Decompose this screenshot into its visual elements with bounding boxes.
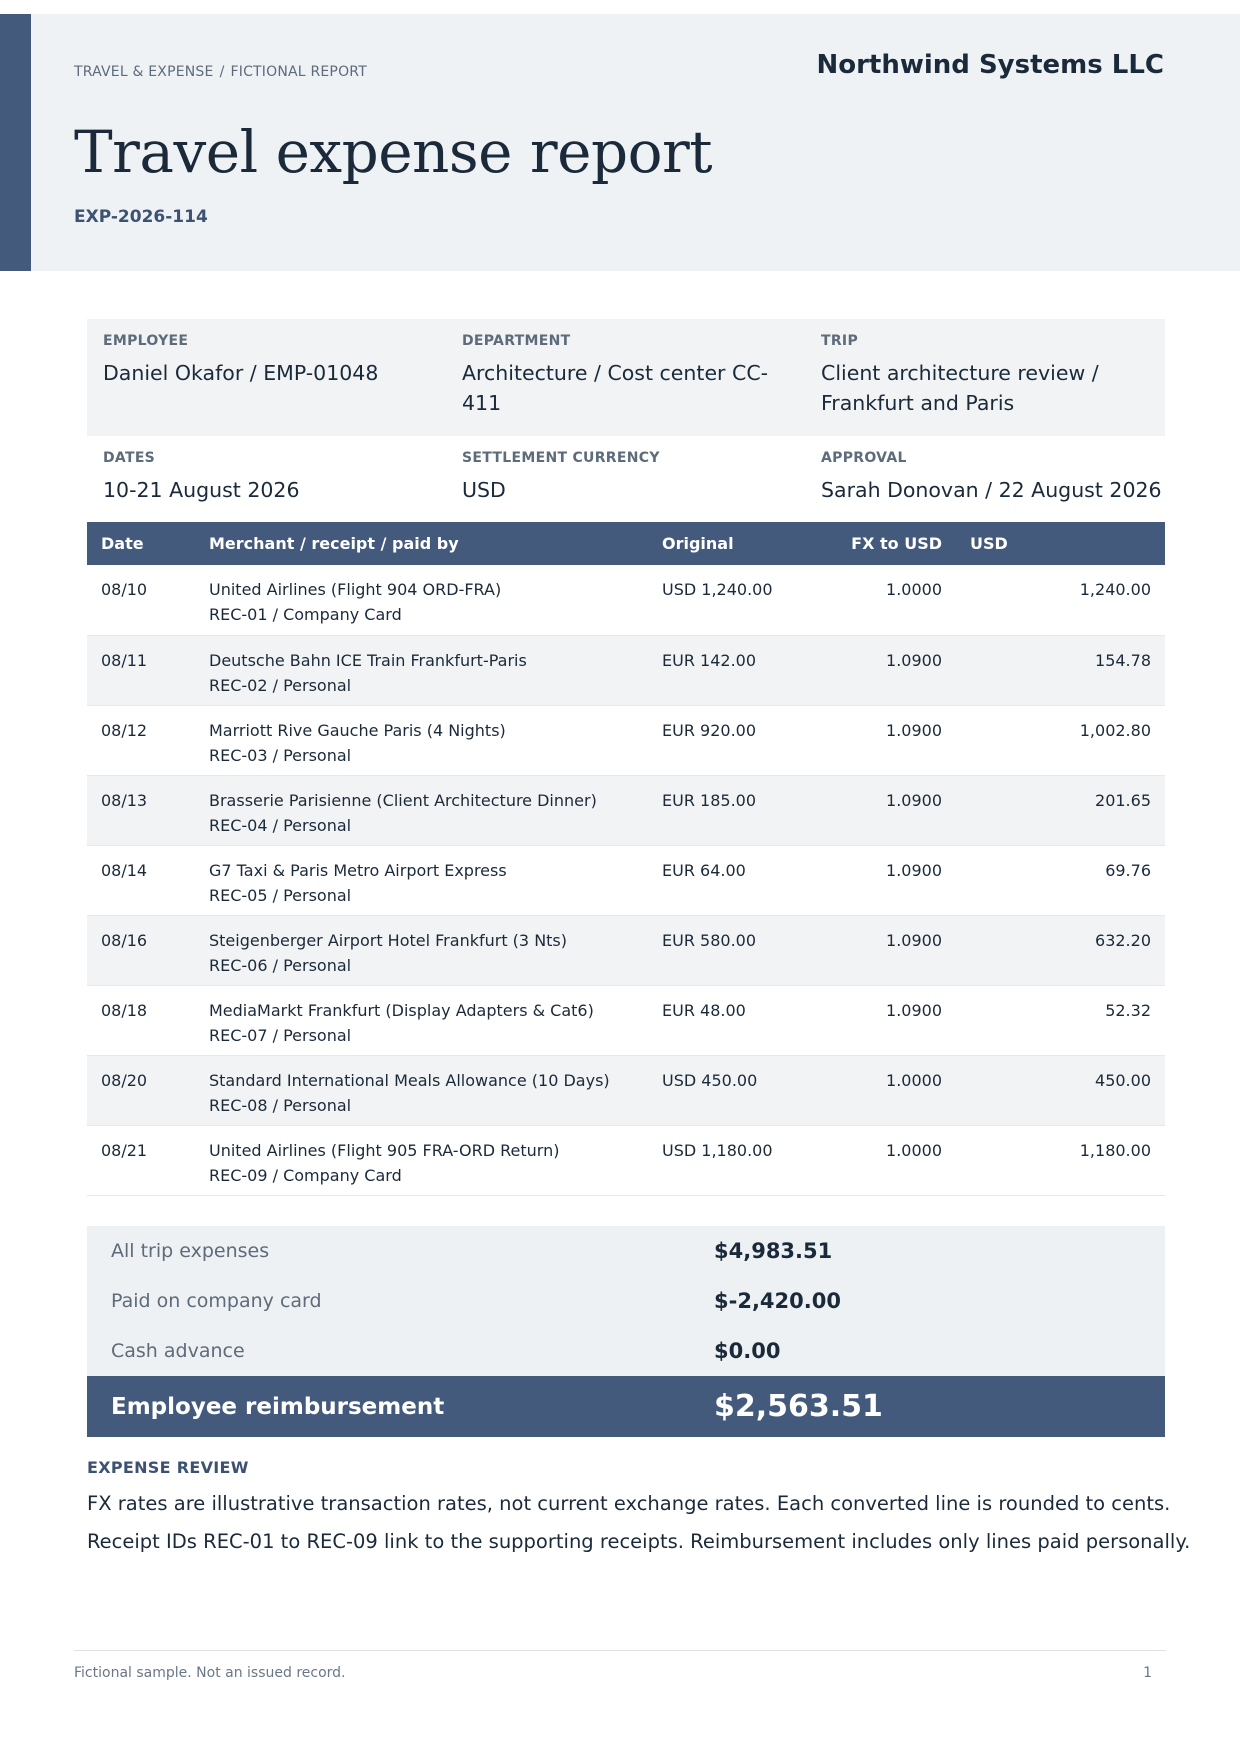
merchant-name: G7 Taxi & Paris Metro Airport Express <box>209 860 507 880</box>
info-label: DATES <box>103 450 156 466</box>
trip-line-2: Frankfurt and Paris <box>821 391 1015 415</box>
page-title: Travel expense report <box>74 118 713 186</box>
table-row <box>87 985 1165 1055</box>
cell-original: EUR 580.00 <box>648 915 816 985</box>
info-value: 10-21 August 2026 <box>103 478 300 502</box>
cell-fx: 1.0000 <box>816 1055 956 1125</box>
report-header <box>0 14 1240 271</box>
total-row-all-expenses <box>87 1226 1165 1276</box>
cell-date: 08/10 <box>87 565 195 635</box>
cell-original: EUR 185.00 <box>648 775 816 845</box>
cell-original: EUR 142.00 <box>648 635 816 705</box>
column-header-original: Original <box>648 522 816 565</box>
expense-table <box>87 522 1165 1196</box>
info-label: APPROVAL <box>821 450 907 466</box>
cell-usd: 450.00 <box>956 1055 1165 1125</box>
cell-fx: 1.0000 <box>816 565 956 635</box>
cell-date: 08/16 <box>87 915 195 985</box>
table-row <box>87 635 1165 705</box>
cell-fx: 1.0900 <box>816 985 956 1055</box>
cell-date: 08/11 <box>87 635 195 705</box>
cell-merchant <box>195 845 648 915</box>
cell-fx: 1.0900 <box>816 705 956 775</box>
cell-usd: 1,180.00 <box>956 1125 1165 1195</box>
total-value: $4,983.51 <box>714 1239 833 1263</box>
info-value: USD <box>462 478 506 502</box>
total-row-cash-advance <box>87 1326 1165 1376</box>
info-value: Daniel Okafor / EMP-01048 <box>103 361 379 385</box>
cell-merchant <box>195 1055 648 1125</box>
cell-fx: 1.0900 <box>816 845 956 915</box>
cell-date: 08/14 <box>87 845 195 915</box>
total-label: All trip expenses <box>111 1240 270 1262</box>
receipt-paid-by: REC-07 / Personal <box>209 1025 352 1045</box>
merchant-name: Steigenberger Airport Hotel Frankfurt (3 Nts) <box>209 930 568 950</box>
table-row <box>87 705 1165 775</box>
info-dates <box>87 436 446 524</box>
cell-usd: 632.20 <box>956 915 1165 985</box>
info-value: Sarah Donovan / 22 August 2026 <box>821 478 1162 502</box>
merchant-name: Marriott Rive Gauche Paris (4 Nights) <box>209 720 506 740</box>
column-header-usd: USD <box>956 522 1165 565</box>
footer-divider <box>74 1650 1166 1651</box>
cell-usd: 154.78 <box>956 635 1165 705</box>
column-header-merchant: Merchant / receipt / paid by <box>195 522 648 565</box>
cell-usd: 69.76 <box>956 845 1165 915</box>
table-row <box>87 565 1165 635</box>
cell-usd: 1,002.80 <box>956 705 1165 775</box>
merchant-name: MediaMarkt Frankfurt (Display Adapters & Cat6) <box>209 1000 594 1020</box>
breadcrumb-item-section: TRAVEL & EXPENSE <box>74 64 214 80</box>
receipt-paid-by: REC-06 / Personal <box>209 955 352 975</box>
info-row <box>87 319 1165 436</box>
cell-original: USD 450.00 <box>648 1055 816 1125</box>
cell-fx: 1.0900 <box>816 915 956 985</box>
footer-note: Fictional sample. Not an issued record. <box>74 1665 346 1681</box>
total-value: $0.00 <box>714 1339 781 1363</box>
info-department <box>446 319 805 436</box>
reimbursement-label: Employee reimbursement <box>111 1393 445 1420</box>
info-label: SETTLEMENT CURRENCY <box>462 450 660 466</box>
table-row <box>87 775 1165 845</box>
total-label: Paid on company card <box>111 1290 322 1312</box>
report-id: EXP-2026-114 <box>74 207 208 227</box>
report-info-grid <box>87 319 1165 524</box>
breadcrumb-separator: / <box>219 64 225 80</box>
cell-fx: 1.0900 <box>816 775 956 845</box>
merchant-name: United Airlines (Flight 904 ORD-FRA) <box>209 580 502 599</box>
receipt-paid-by: REC-08 / Personal <box>209 1095 352 1115</box>
table-row <box>87 845 1165 915</box>
receipt-paid-by: REC-04 / Personal <box>209 815 352 835</box>
breadcrumb <box>74 64 367 80</box>
cell-merchant <box>195 565 648 635</box>
info-label: DEPARTMENT <box>462 333 571 349</box>
cell-merchant <box>195 1125 648 1195</box>
info-approval <box>805 436 1164 524</box>
totals-panel <box>87 1226 1165 1376</box>
trip-line-1: Client architecture review / <box>821 361 1099 385</box>
info-value: Architecture / Cost center CC-411 <box>462 361 769 415</box>
column-header-fx: FX to USD <box>816 522 956 565</box>
cell-usd: 1,240.00 <box>956 565 1165 635</box>
reimbursement-total <box>87 1376 1165 1437</box>
receipt-paid-by: REC-09 / Company Card <box>209 1165 402 1185</box>
table-header-row <box>87 522 1165 565</box>
cell-original: USD 1,180.00 <box>648 1125 816 1195</box>
cell-usd: 52.32 <box>956 985 1165 1055</box>
reimbursement-value: $2,563.51 <box>714 1389 883 1424</box>
cell-date: 08/12 <box>87 705 195 775</box>
cell-merchant <box>195 915 648 985</box>
cell-fx: 1.0900 <box>816 635 956 705</box>
cell-date: 08/21 <box>87 1125 195 1195</box>
cell-fx: 1.0000 <box>816 1125 956 1195</box>
info-label: EMPLOYEE <box>103 333 189 349</box>
cell-merchant <box>195 985 648 1055</box>
cell-date: 08/13 <box>87 775 195 845</box>
info-value <box>821 358 1164 418</box>
total-value: $-2,420.00 <box>714 1289 841 1313</box>
cell-usd: 201.65 <box>956 775 1165 845</box>
cell-date: 08/18 <box>87 985 195 1055</box>
cell-merchant <box>195 635 648 705</box>
table-row <box>87 1125 1165 1195</box>
cell-original: USD 1,240.00 <box>648 565 816 635</box>
cell-original: EUR 48.00 <box>648 985 816 1055</box>
page-number: 1 <box>1143 1665 1152 1681</box>
info-employee <box>87 319 446 436</box>
merchant-name: Deutsche Bahn ICE Train Frankfurt-Paris <box>209 650 527 670</box>
column-header-date: Date <box>87 522 195 565</box>
total-row-company-card <box>87 1276 1165 1326</box>
info-row <box>87 436 1165 524</box>
receipt-paid-by: REC-05 / Personal <box>209 885 352 905</box>
table-row <box>87 1055 1165 1125</box>
cell-date: 08/20 <box>87 1055 195 1125</box>
merchant-name: United Airlines (Flight 905 FRA-ORD Return) <box>209 1140 560 1160</box>
info-currency <box>446 436 805 524</box>
receipt-paid-by: REC-01 / Company Card <box>209 605 402 624</box>
merchant-name: Standard International Meals Allowance (10 Days) <box>209 1070 610 1090</box>
table-row <box>87 915 1165 985</box>
info-label: TRIP <box>821 333 858 349</box>
receipt-paid-by: REC-02 / Personal <box>209 675 352 695</box>
cell-original: EUR 920.00 <box>648 705 816 775</box>
accent-bar <box>0 14 31 271</box>
review-note: Receipt IDs REC-01 to REC-09 link to the supporting receipts. Reimbursement includes only lines paid personally. <box>87 1530 1191 1553</box>
review-heading: EXPENSE REVIEW <box>87 1458 249 1477</box>
cell-merchant <box>195 775 648 845</box>
cell-original: EUR 64.00 <box>648 845 816 915</box>
review-note: FX rates are illustrative transaction rates, not current exchange rates. Each converted line is rounded to cents. <box>87 1492 1171 1515</box>
cell-merchant <box>195 705 648 775</box>
info-trip <box>805 319 1164 436</box>
breadcrumb-item-report: FICTIONAL REPORT <box>230 64 367 80</box>
merchant-name: Brasserie Parisienne (Client Architecture Dinner) <box>209 790 597 810</box>
company-name: Northwind Systems LLC <box>816 50 1164 80</box>
receipt-paid-by: REC-03 / Personal <box>209 745 352 765</box>
total-label: Cash advance <box>111 1340 245 1362</box>
